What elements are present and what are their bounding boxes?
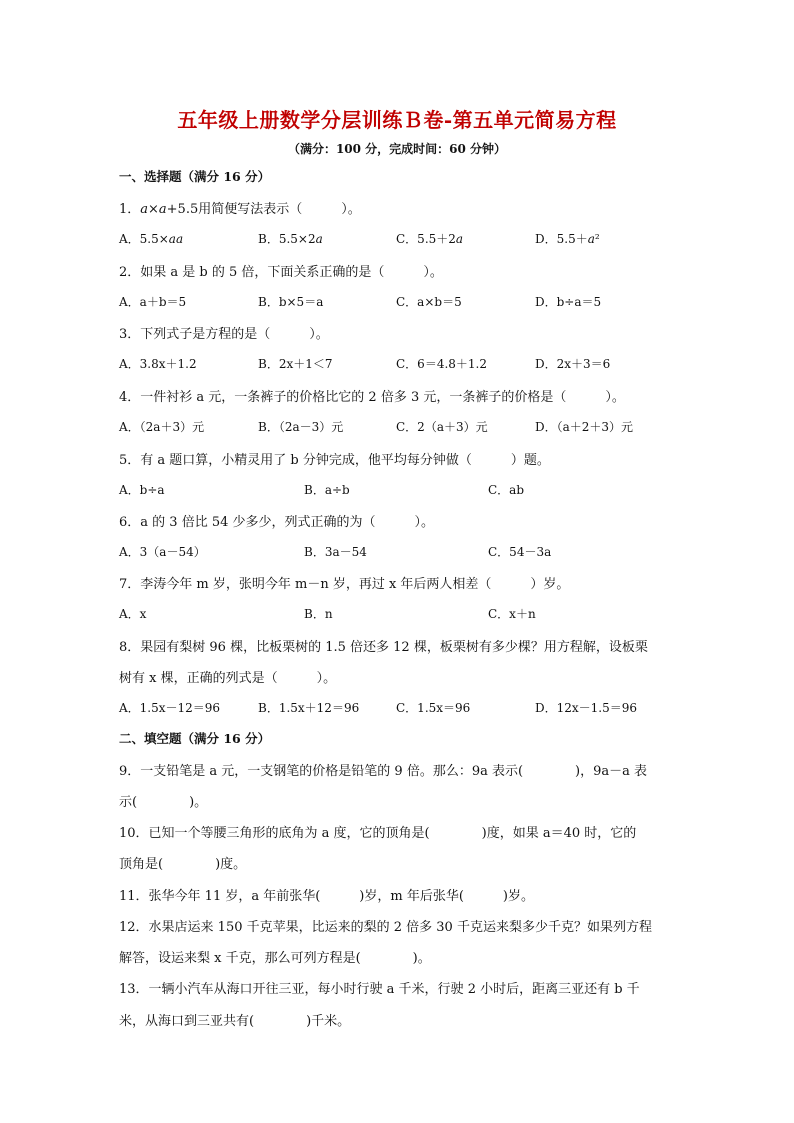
q2-option-d: D．b÷a＝5 bbox=[535, 295, 602, 309]
question-6: 6．a 的 3 倍比 54 少多少，列式正确的为（ ）。 bbox=[119, 515, 434, 530]
q1-option-a: A．5.5×𝑎𝑎 bbox=[119, 232, 184, 246]
question-11: 11．张华今年 11 岁，a 年前张华( )岁，m 年后张华( )岁。 bbox=[119, 889, 534, 904]
question-13-line-1: 13．一辆小汽车从海口开往三亚，每小时行驶 a 千米，行驶 2 小时后，距离三亚还有 b 千 bbox=[119, 982, 640, 997]
q8-option-d: D．12x－1.5＝96 bbox=[535, 701, 638, 715]
question-10-line-2: 顶角是( )度。 bbox=[119, 857, 247, 872]
q3-option-a: A．3.8x＋1.2 bbox=[119, 357, 197, 371]
q6-option-c: C．54－3a bbox=[488, 545, 552, 559]
question-1: 1．𝑎×𝑎+5.5用简便写法表示（ ）。 bbox=[119, 202, 361, 217]
q2-option-b: B．b×5＝a bbox=[258, 295, 324, 309]
q3-option-d: D．2x＋3＝6 bbox=[535, 357, 611, 371]
q7-option-a: A．x bbox=[119, 607, 147, 621]
question-12-line-2: 解答，设运来梨 x 千克，那么可列方程是( )。 bbox=[119, 951, 431, 966]
question-9-line-1: 9．一支铅笔是 a 元，一支钢笔的价格是铅笔的 9 倍。那么：9a 表示( )，9a－a 表 bbox=[119, 764, 648, 779]
page-title: 五年级上册数学分层训练Ｂ卷-第五单元简易方程 bbox=[177, 108, 617, 132]
page-subtitle: （满分：100 分，完成时间：60 分钟） bbox=[287, 142, 507, 156]
question-12-line-1: 12．水果店运来 150 千克苹果，比运来的梨的 2 倍多 30 千克运来梨多少千克？如果列方程 bbox=[119, 920, 652, 935]
q8-option-b: B．1.5x＋12＝96 bbox=[258, 701, 360, 715]
question-3: 3．下列式子是方程的是（ ）。 bbox=[119, 327, 329, 342]
q7-option-c: C．x＋n bbox=[488, 607, 536, 621]
question-5: 5．有 a 题口算，小精灵用了 b 分钟完成，他平均每分钟做（ ）题。 bbox=[119, 453, 550, 468]
question-8-line-2: 树有 x 棵，正确的列式是（ ）。 bbox=[119, 671, 337, 686]
q4-option-d: D．（a＋2＋3）元 bbox=[535, 420, 634, 434]
q4-option-a: A．（2a＋3）元 bbox=[119, 420, 205, 434]
q3-option-b: B．2x＋1＜7 bbox=[258, 357, 333, 371]
q1-option-c: C．5.5＋2𝑎 bbox=[396, 232, 464, 246]
q6-option-b: B．3a－54 bbox=[304, 545, 367, 559]
q8-option-a: A．1.5x－12＝96 bbox=[119, 701, 221, 715]
q1-option-b: B．5.5×2𝑎 bbox=[258, 232, 323, 246]
section-heading-fill-blank: 二、填空题（满分 16 分） bbox=[119, 731, 271, 746]
q4-option-c: C．2（a＋3）元 bbox=[396, 420, 488, 434]
section-heading-choice: 一、选择题（满分 16 分） bbox=[119, 169, 271, 184]
q5-option-c: C．ab bbox=[488, 483, 525, 497]
question-13-line-2: 米，从海口到三亚共有( )千米。 bbox=[119, 1014, 351, 1029]
q1-option-d: D．5.5＋𝑎² bbox=[535, 232, 600, 246]
q3-option-c: C．6＝4.8＋1.2 bbox=[396, 357, 487, 371]
q4-option-b: B．（2a－3）元 bbox=[258, 420, 344, 434]
q5-option-a: A．b÷a bbox=[119, 483, 165, 497]
q7-option-b: B．n bbox=[304, 607, 333, 621]
q2-option-a: A．a＋b＝5 bbox=[119, 295, 187, 309]
question-4: 4．一件衬衫 a 元，一条裤子的价格比它的 2 倍多 3 元，一条裤子的价格是（ ）。 bbox=[119, 390, 625, 405]
q8-option-c: C．1.5x＝96 bbox=[396, 701, 471, 715]
question-10-line-1: 10．已知一个等腰三角形的底角为 a 度，它的顶角是( )度，如果 a＝40 时，它的 bbox=[119, 826, 637, 841]
question-8-line-1: 8．果园有梨树 96 棵，比板栗树的 1.5 倍还多 12 棵，板栗树有多少棵？用方程解，设板栗 bbox=[119, 640, 648, 655]
q5-option-b: B．a÷b bbox=[304, 483, 350, 497]
q6-option-a: A．3（a－54） bbox=[119, 545, 206, 559]
q2-option-c: C．a×b＝5 bbox=[396, 295, 462, 309]
question-9-line-2: 示( )。 bbox=[119, 795, 208, 810]
question-7: 7．李涛今年 m 岁，张明今年 m－n 岁，再过 x 年后两人相差（ ）岁。 bbox=[119, 577, 570, 592]
question-2: 2．如果 a 是 b 的 5 倍，下面关系正确的是（ ）。 bbox=[119, 265, 443, 280]
